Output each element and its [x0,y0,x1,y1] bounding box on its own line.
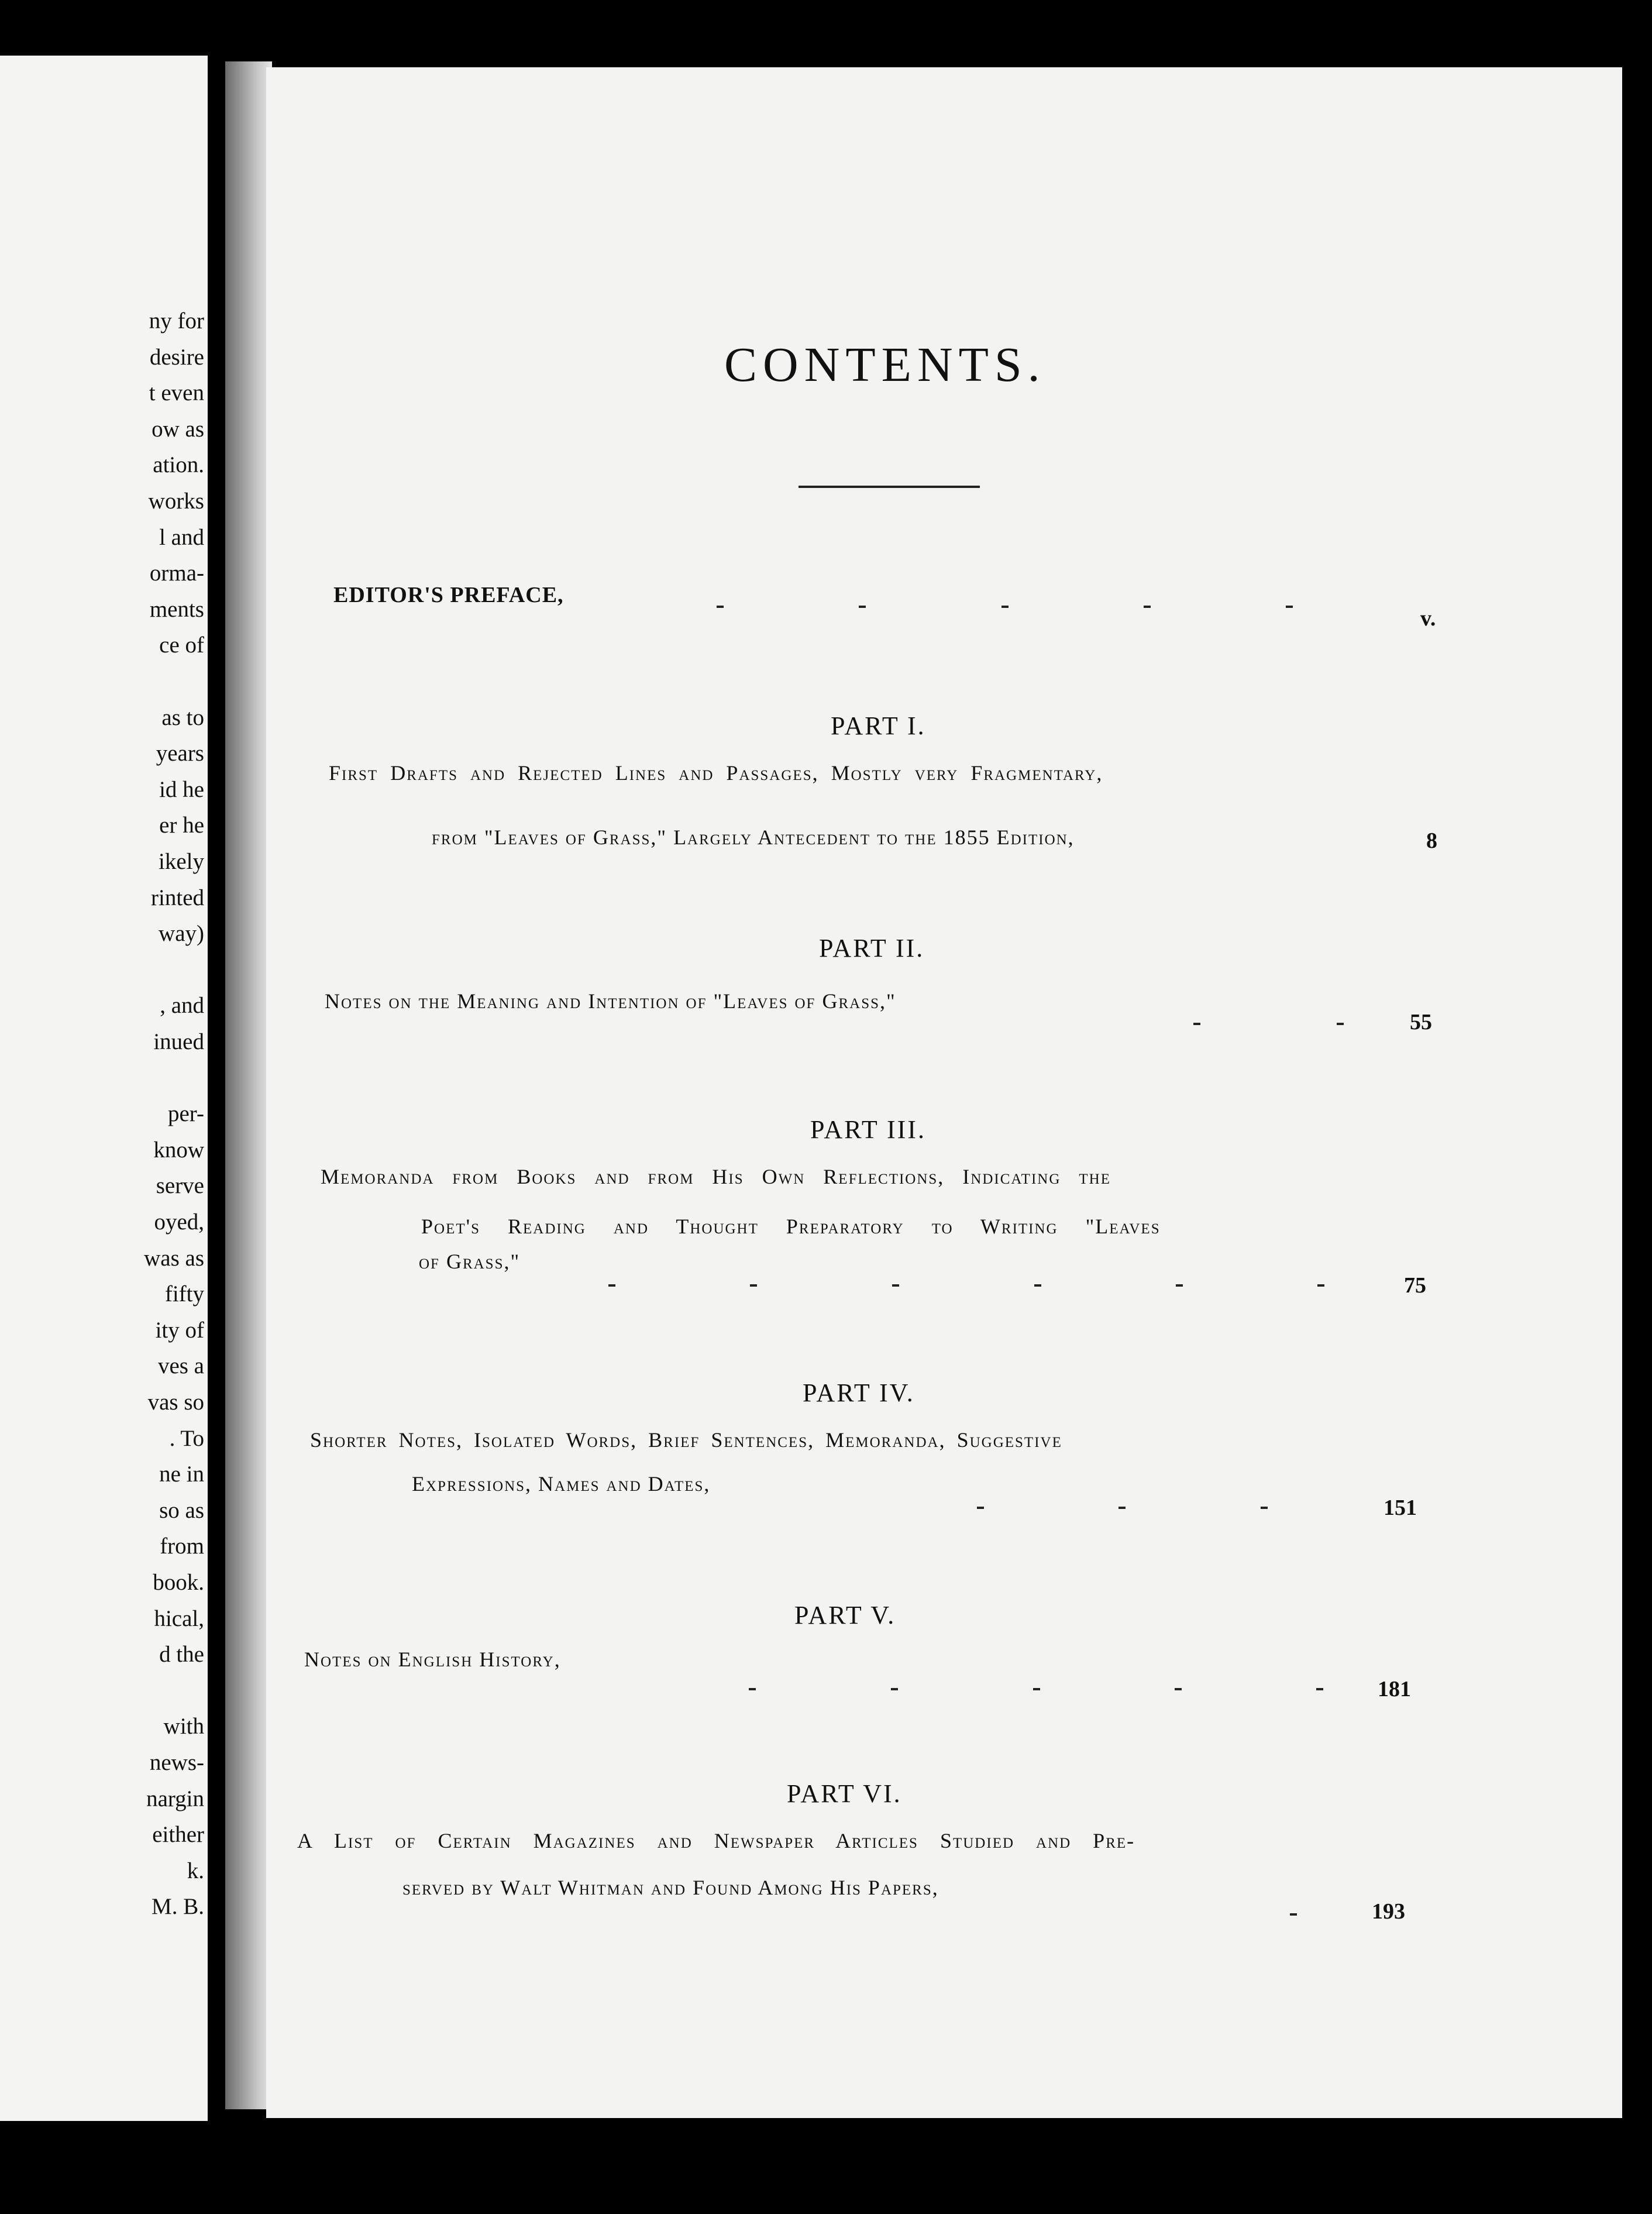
left-page-line: way) [159,921,204,947]
left-page-line: er he [159,813,204,838]
left-page-line: orma- [149,561,204,586]
entry-page: 8 [1426,828,1437,853]
left-page-line: hical, [154,1606,204,1631]
left-page-line: ce of [159,632,204,658]
leader-dash [749,1688,756,1690]
left-page-line: ation. [153,452,204,478]
left-page-line: from [160,1534,204,1559]
left-page-line: ments [149,596,204,622]
title-rule [799,486,980,488]
leader-dash [1261,1507,1268,1509]
leader-dash [1176,1284,1183,1287]
leader-dash [1286,606,1293,608]
left-page-line: rinted [151,885,204,910]
leader-dash [859,606,866,608]
part-heading: PART IV. [803,1378,915,1407]
left-page-line: ny for [149,308,204,334]
left-page-line: per- [167,1101,204,1127]
left-page-line: vas so [147,1390,204,1415]
left-page-line: know [153,1137,204,1163]
entry-page: 181 [1378,1677,1411,1701]
part-heading: PART I. [831,711,926,740]
leader-dash [1034,1284,1041,1287]
book-gutter [225,61,272,2109]
left-page-line: ow as [152,416,204,442]
entry-line: of Grass," [419,1250,521,1273]
left-page-line: fifty [164,1281,204,1307]
leader-dash [1118,1507,1126,1509]
left-page [0,56,208,2121]
left-page-line: was as [144,1245,204,1271]
left-page-line: ity of [155,1317,204,1343]
entry-line: A List of Certain Magazines and Newspaper Articles Studied and Pre- [297,1829,1135,1852]
part-heading: PART III. [810,1115,926,1144]
entry-page: 193 [1372,1899,1405,1924]
entry-line: First Drafts and Rejected Lines and Passages, Mostly very Fragmentary, [329,761,1103,785]
left-page-line: , and [160,993,204,1019]
left-page-line: t even [149,380,204,406]
leader-dash [750,1284,757,1287]
leader-dash [1175,1688,1182,1690]
left-page-line: ne in [159,1462,204,1487]
leader-dash [1316,1688,1323,1690]
leader-dash [977,1507,984,1509]
left-page-line: ves a [157,1353,204,1379]
page-title: CONTENTS. [724,338,1046,392]
entry-line: Notes on English History, [304,1648,561,1671]
left-page-line: id he [159,776,204,802]
leader-dash [1033,1688,1040,1690]
part-heading: PART II. [819,934,925,962]
leader-dash [1144,606,1151,608]
leader-dash [1193,1023,1200,1025]
left-page-line: desire [149,344,204,370]
entry-line: Poet's Reading and Thought Preparatory to Writing "Leaves [421,1215,1161,1238]
left-page-line: oyed, [154,1209,204,1235]
leader-dash [1001,606,1009,608]
left-page-line: years [156,741,204,766]
part-heading: PART VI. [787,1779,902,1808]
left-page-line: so as [159,1497,204,1523]
leader-dash [1317,1284,1324,1287]
entry-line: Notes on the Meaning and Intention of "Leaves of Grass," [325,989,896,1013]
left-page-line: k. [187,1858,204,1883]
entry-page: 151 [1383,1496,1417,1520]
left-page-line: with [163,1714,204,1739]
left-page-line: news- [149,1750,204,1775]
left-page-line: . To [169,1425,204,1451]
preface-page: v. [1420,606,1436,631]
part-heading: PART V. [794,1601,896,1629]
leader-dash [892,1284,899,1287]
entry-line: from "Leaves of Grass," Largely Antecedent to the 1855 Edition, [432,826,1075,849]
left-page-line: d the [159,1642,204,1668]
preface-label: EDITOR'S PREFACE, [333,583,564,607]
leader-dash [891,1688,898,1690]
entry-page: 75 [1404,1273,1426,1298]
left-page-line: works [148,489,204,514]
left-page-line: nargin [146,1786,204,1811]
left-page-line: l and [159,524,204,550]
left-page-line: either [152,1822,204,1848]
left-page-line: serve [156,1173,204,1199]
entry-line: served by Walt Whitman and Found Among His Papers, [402,1876,939,1899]
leader-dash [717,606,724,608]
left-page-line: M. B. [152,1894,204,1920]
left-page-line: ikely [159,849,204,874]
entry-line: Memoranda from Books and from His Own Reflections, Indicating the [321,1165,1111,1188]
leader-dash [608,1284,615,1287]
entry-page: 55 [1410,1010,1432,1034]
left-page-line: as to [161,704,204,730]
left-page-line: book. [153,1570,204,1595]
leader-dash [1290,1913,1297,1916]
leader-dash [1337,1023,1344,1025]
entry-line: Expressions, Names and Dates, [412,1472,711,1496]
entry-line: Shorter Notes, Isolated Words, Brief Sentences, Memoranda, Suggestive [310,1428,1062,1452]
left-page-line: inued [153,1029,204,1054]
